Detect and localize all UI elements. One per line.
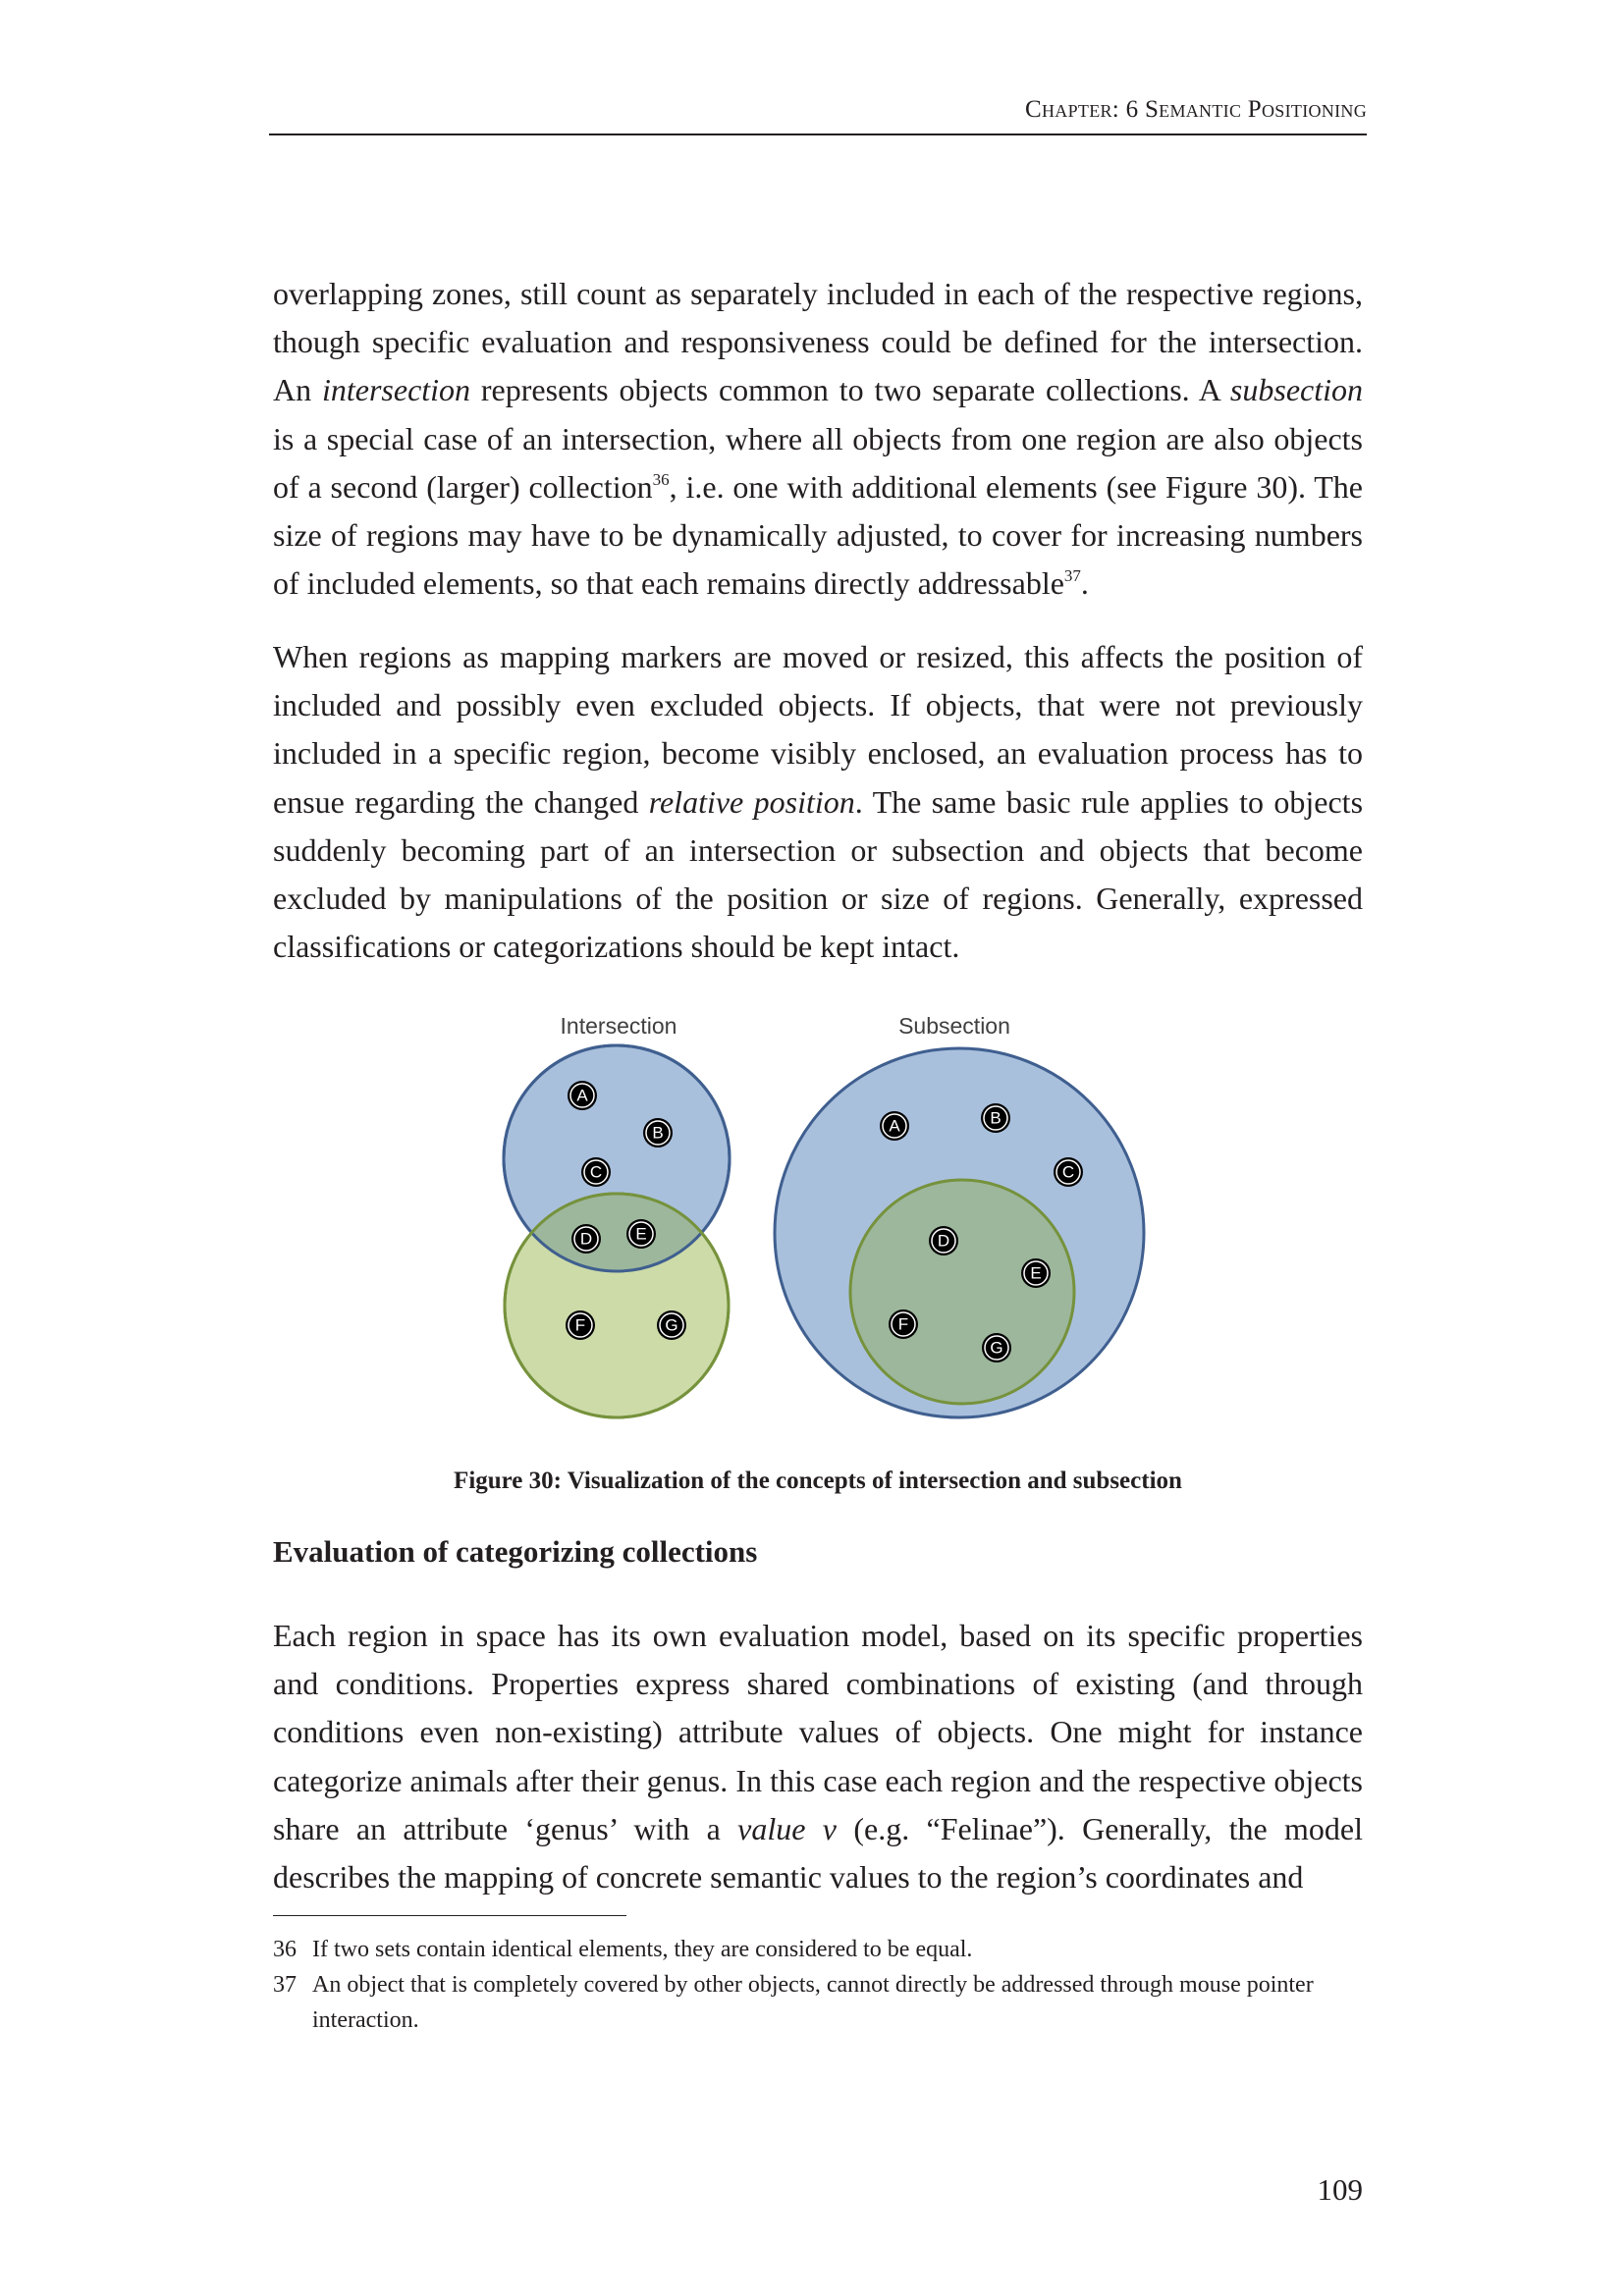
- element-g[interactable]: [657, 1310, 686, 1340]
- text-run: . The same basic rule applies to objects suddenly becoming part of an intersection or subsection and objects that become excluded by manipulations of the position or size of regions. Generally, expressed classifications or categorizations should be kept intact.: [273, 783, 1364, 965]
- subsection-label: Subsection: [898, 1013, 1010, 1039]
- element-c[interactable]: [581, 1157, 611, 1187]
- element-label: E: [1030, 1263, 1042, 1283]
- element-label: E: [635, 1224, 647, 1244]
- element-label: D: [937, 1231, 950, 1251]
- element-label: A: [576, 1086, 588, 1105]
- text-run: .: [1080, 565, 1089, 602]
- footnote-text: If two sets contain identical elements, they are considered to be equal.: [312, 1937, 973, 1962]
- text-run: When regions as mapping markers are moved or resized, this affects the position of included and possibly even excluded objects. If objects, that were not previously included in a specific region, become visibly enclosed, an evaluation process has to ensue regarding the changed: [273, 639, 1363, 820]
- text-run: (e.g. “Felinae”). Generally, the model describes the mapping of concrete semantic values to the region’s coordinates and: [273, 1810, 1364, 1896]
- element-c[interactable]: [1054, 1157, 1083, 1187]
- element-e[interactable]: [626, 1219, 656, 1249]
- element-b[interactable]: [981, 1103, 1010, 1133]
- element-label: C: [589, 1162, 603, 1182]
- element-label: D: [579, 1229, 593, 1249]
- text-run: overlapping zones, still count as separately included in each of the respective regions, though specific evaluation and responsiveness could be defined for the intersection. An: [273, 276, 1363, 408]
- emphasis-value-v: value v: [737, 1810, 837, 1846]
- element-b[interactable]: [643, 1118, 673, 1148]
- element-label: F: [897, 1314, 909, 1334]
- element-label: F: [574, 1315, 586, 1335]
- element-a[interactable]: [880, 1111, 909, 1141]
- element-e[interactable]: [1021, 1258, 1051, 1288]
- subsection-diagram: [775, 1048, 1144, 1417]
- figure-30: [491, 1009, 1159, 1431]
- venn-diagram: [491, 1009, 1159, 1431]
- text-run: represents objects common to two separate collections. A: [470, 372, 1230, 408]
- paragraph-evaluation: [273, 1612, 1363, 1901]
- header-rule: [269, 133, 1367, 135]
- text-run: is a special case of an intersection, where all objects from one region are also objects of a second (larger) collection: [273, 420, 1363, 505]
- element-d[interactable]: [571, 1224, 601, 1254]
- footnote-ref-36[interactable]: 36: [652, 469, 670, 489]
- region-inner-circle[interactable]: [850, 1180, 1074, 1404]
- element-g[interactable]: [982, 1333, 1011, 1362]
- element-label: B: [652, 1123, 664, 1143]
- element-label: G: [665, 1315, 678, 1335]
- section-subheading: Evaluation of categorizing collections: [273, 1534, 758, 1569]
- footnote-rule: [273, 1915, 626, 1916]
- element-f[interactable]: [889, 1309, 918, 1339]
- element-label: A: [889, 1116, 900, 1136]
- emphasis-subsection: subsection: [1229, 372, 1364, 408]
- element-label: C: [1061, 1162, 1075, 1182]
- element-label: G: [990, 1338, 1003, 1358]
- paragraph-regions: [273, 270, 1363, 608]
- page-number: 109: [1317, 2172, 1363, 2207]
- element-label: B: [990, 1108, 1001, 1128]
- footnote-37: [273, 1967, 1363, 2038]
- footnote-36: [273, 1932, 1363, 1967]
- text-run: , i.e. one with additional elements (see Figure 30). The size of regions may have to be dynamically adjusted, to cover for increasing numbers of included elements, so that each remains directly addressable: [273, 468, 1364, 602]
- emphasis-intersection: intersection: [321, 372, 471, 408]
- element-a[interactable]: [568, 1081, 597, 1110]
- paragraph-moving-regions: [273, 633, 1363, 971]
- footnote-text: An object that is completely covered by other objects, cannot directly be addressed through mouse pointer interaction.: [312, 1972, 1314, 2033]
- intersection-label: Intersection: [560, 1013, 677, 1039]
- figure-caption: Figure 30: Visualization of the concepts of intersection and subsection: [454, 1468, 1182, 1494]
- running-header: Chapter: 6 Semantic Positioning: [1025, 96, 1367, 123]
- footnote-number: 36: [273, 1937, 297, 1962]
- footnote-ref-37[interactable]: 37: [1063, 566, 1081, 586]
- element-f[interactable]: [566, 1310, 595, 1340]
- emphasis-relative-position: relative position: [648, 783, 855, 820]
- text-run: Each region in space has its own evaluation model, based on its specific properties and conditions. Properties express shared combinations of existing (and through conditions even non-existing) attribute values of objects. One might for instance categorize animals after their genus. In this case each region and the respective objects share an attribute ‘genus’ with a: [273, 1618, 1363, 1846]
- footnote-number: 37: [273, 1972, 297, 1998]
- element-d[interactable]: [929, 1226, 958, 1255]
- intersection-diagram: [504, 1045, 730, 1417]
